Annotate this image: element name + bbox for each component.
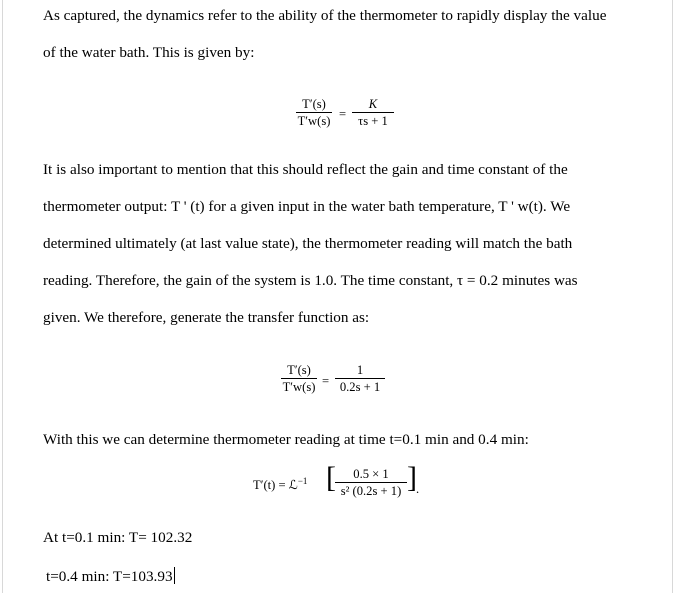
eq2-denominator-left: T′w(s) (282, 380, 316, 394)
result-line-with-cursor[interactable] (46, 567, 175, 586)
paragraph-line: With this we can determine thermometer reading at time t=0.1 min and 0.4 min: (43, 431, 529, 448)
eq1-fraction-bar-left (296, 112, 332, 113)
result-line: t=0.4 min: T=103.93 (46, 568, 173, 585)
paragraph-line: given. We therefore, generate the transfer function as: (43, 309, 370, 326)
paragraph-line: determined ultimately (at last value state), the thermometer reading will match the bath (43, 235, 573, 252)
eq3-right-bracket: ] (407, 461, 417, 494)
eq1-fraction-bar-right (352, 112, 394, 113)
page-margin-right (672, 0, 673, 593)
paragraph-line: As captured, the dynamics refer to the ability of the thermometer to rapidly display the value (43, 7, 607, 24)
eq3-fraction-bar (335, 482, 407, 483)
result-line: At t=0.1 min: T= 102.32 (43, 529, 193, 546)
eq1-denominator-right: τs + 1 (358, 114, 388, 128)
eq2-equals: = (322, 374, 330, 388)
eq3-period: . (416, 482, 420, 496)
eq2-numerator-left: T′(s) (287, 363, 311, 377)
paragraph-line: of the water bath. This is given by: (43, 44, 255, 61)
eq2-fraction-bar-left (281, 378, 317, 379)
eq1-numerator-left: T′(s) (302, 97, 326, 111)
paragraph-line: thermometer output: T ' (t) for a given input in the water bath temperature, T ' w(t). We (43, 198, 571, 215)
page-margin-left (2, 0, 3, 593)
eq3-inverse-exponent: −1 (297, 476, 308, 486)
paragraph-line: It is also important to mention that this should reflect the gain and time constant of the (43, 161, 568, 178)
eq2-denominator-right: 0.2s + 1 (339, 380, 381, 394)
paragraph-line: reading. Therefore, the gain of the system is 1.0. The time constant, τ = 0.2 minutes was (43, 272, 578, 289)
eq2-numerator-right: 1 (356, 363, 364, 377)
eq1-numerator-right: K (368, 97, 378, 111)
eq2-fraction-bar-right (335, 378, 385, 379)
text-cursor (174, 567, 175, 584)
eq3-left-bracket: [ (326, 461, 336, 494)
eq1-equals: = (339, 107, 347, 121)
eq3-lhs: T′(t) = ℒ (253, 478, 298, 493)
eq1-denominator-left: T′w(s) (297, 114, 331, 128)
eq3-numerator: 0.5 × 1 (353, 467, 389, 481)
eq3-denominator: s² (0.2s + 1) (340, 484, 402, 498)
